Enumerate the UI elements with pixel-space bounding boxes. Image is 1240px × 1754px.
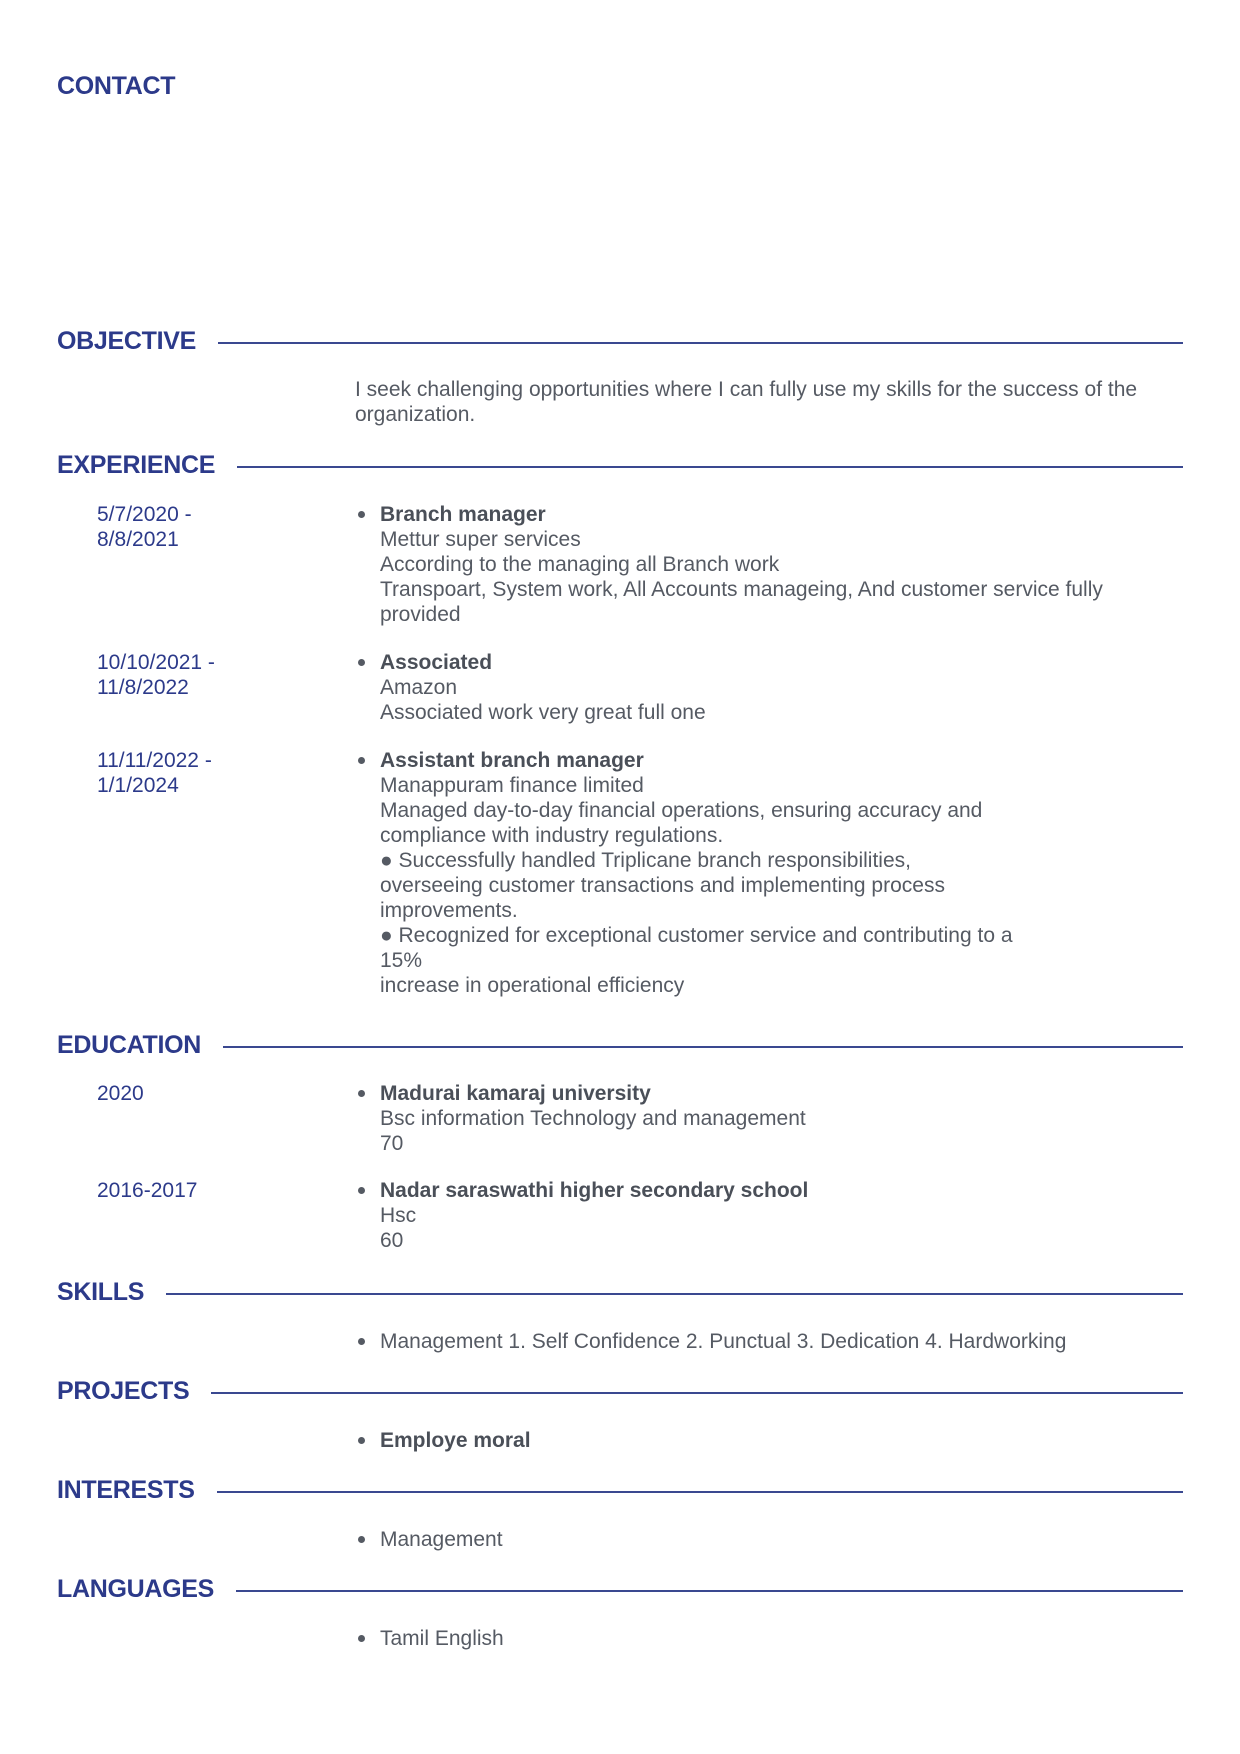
company: Amazon	[380, 676, 458, 699]
project-title: Employe moral	[380, 1429, 531, 1452]
institution: Madurai kamaraj university	[380, 1082, 651, 1105]
skills-entry	[380, 1329, 1180, 1354]
grade: 60	[380, 1229, 404, 1252]
date-end: 8/8/2021	[97, 528, 179, 551]
bullet-icon	[358, 1437, 365, 1444]
description-line: According to the managing all Branch work	[380, 553, 780, 576]
bullet-icon	[358, 1536, 365, 1543]
job-title: Assistant branch manager	[380, 749, 644, 772]
date-start: 5/7/2020 -	[97, 503, 192, 526]
languages-heading-text: LANGUAGES	[57, 1575, 236, 1603]
experience-entry	[380, 502, 1180, 627]
skills-heading-text: SKILLS	[57, 1278, 166, 1306]
degree: Hsc	[380, 1204, 417, 1227]
experience-date	[97, 502, 192, 552]
bullet-icon	[358, 1187, 365, 1194]
interests-text: Management	[380, 1528, 503, 1551]
objective-heading	[57, 326, 218, 356]
projects-heading-text: PROJECTS	[57, 1377, 211, 1405]
languages-heading	[57, 1574, 236, 1604]
description-line: compliance with industry regulations.	[380, 824, 724, 847]
experience-heading	[57, 450, 237, 480]
institution: Nadar saraswathi higher secondary school	[380, 1179, 809, 1202]
bullet-icon	[358, 1338, 365, 1345]
objective-divider	[210, 342, 1183, 344]
bullet-icon	[358, 511, 365, 518]
contact-heading: CONTACT	[57, 72, 176, 100]
description-line: ● Recognized for exceptional customer service and contributing to a	[380, 924, 1013, 947]
education-entry	[380, 1081, 1180, 1156]
education-heading-text: EDUCATION	[57, 1031, 223, 1059]
experience-heading-text: EXPERIENCE	[57, 451, 237, 479]
bullet-icon	[358, 757, 365, 764]
interests-heading-text: INTERESTS	[57, 1476, 217, 1504]
description-line: increase in operational efficiency	[380, 974, 685, 997]
skills-heading	[57, 1277, 166, 1307]
degree: Bsc information Technology and management	[380, 1107, 806, 1130]
languages-entry	[380, 1626, 1180, 1651]
description-line: 15%	[380, 949, 423, 972]
experience-divider	[226, 466, 1183, 468]
bullet-icon	[358, 1635, 365, 1642]
education-heading	[57, 1030, 223, 1060]
job-title: Associated	[380, 651, 493, 674]
description-line: ● Successfully handled Triplicane branch responsibilities,	[380, 849, 911, 872]
interests-entry	[380, 1527, 1180, 1552]
grade: 70	[380, 1132, 404, 1155]
objective-heading-text: OBJECTIVE	[57, 327, 218, 355]
description-line: overseeing customer transactions and implementing process	[380, 874, 945, 897]
description-line: improvements.	[380, 899, 518, 922]
education-divider	[216, 1046, 1183, 1048]
date-end: 1/1/2024	[97, 774, 179, 797]
objective-text: I seek challenging opportunities where I can fully use my skills for the success of the organization.	[355, 378, 1138, 426]
interests-divider	[210, 1491, 1183, 1493]
experience-entry	[380, 748, 1180, 998]
projects-entry	[380, 1428, 1180, 1453]
languages-text: Tamil English	[380, 1627, 504, 1650]
projects-heading	[57, 1376, 211, 1406]
description-line: Managed day-to-day financial operations, ensuring accuracy and	[380, 799, 983, 822]
bullet-icon	[358, 1090, 365, 1097]
company: Mettur super services	[380, 528, 581, 551]
experience-date	[97, 650, 215, 700]
skills-text: Management 1. Self Confidence 2. Punctual 3. Dedication 4. Hardworking	[380, 1330, 1067, 1353]
bullet-icon	[358, 659, 365, 666]
company: Manappuram finance limited	[380, 774, 644, 797]
job-title: Branch manager	[380, 503, 546, 526]
interests-heading	[57, 1475, 217, 1505]
date-end: 11/8/2022	[97, 676, 189, 699]
description-line: Associated work very great full one	[380, 701, 706, 724]
experience-entry	[380, 650, 1180, 725]
education-date: 2020	[97, 1082, 144, 1105]
education-entry	[380, 1178, 1180, 1253]
projects-divider	[204, 1392, 1183, 1394]
date-start: 10/10/2021 -	[97, 651, 215, 674]
languages-divider	[225, 1590, 1183, 1592]
experience-date	[97, 748, 212, 798]
education-date: 2016-2017	[97, 1179, 198, 1202]
description-line: Transpoart, System work, All Accounts manageing, And customer service fully provided	[380, 578, 1103, 626]
skills-divider	[162, 1293, 1183, 1295]
date-start: 11/11/2022 -	[97, 749, 212, 772]
